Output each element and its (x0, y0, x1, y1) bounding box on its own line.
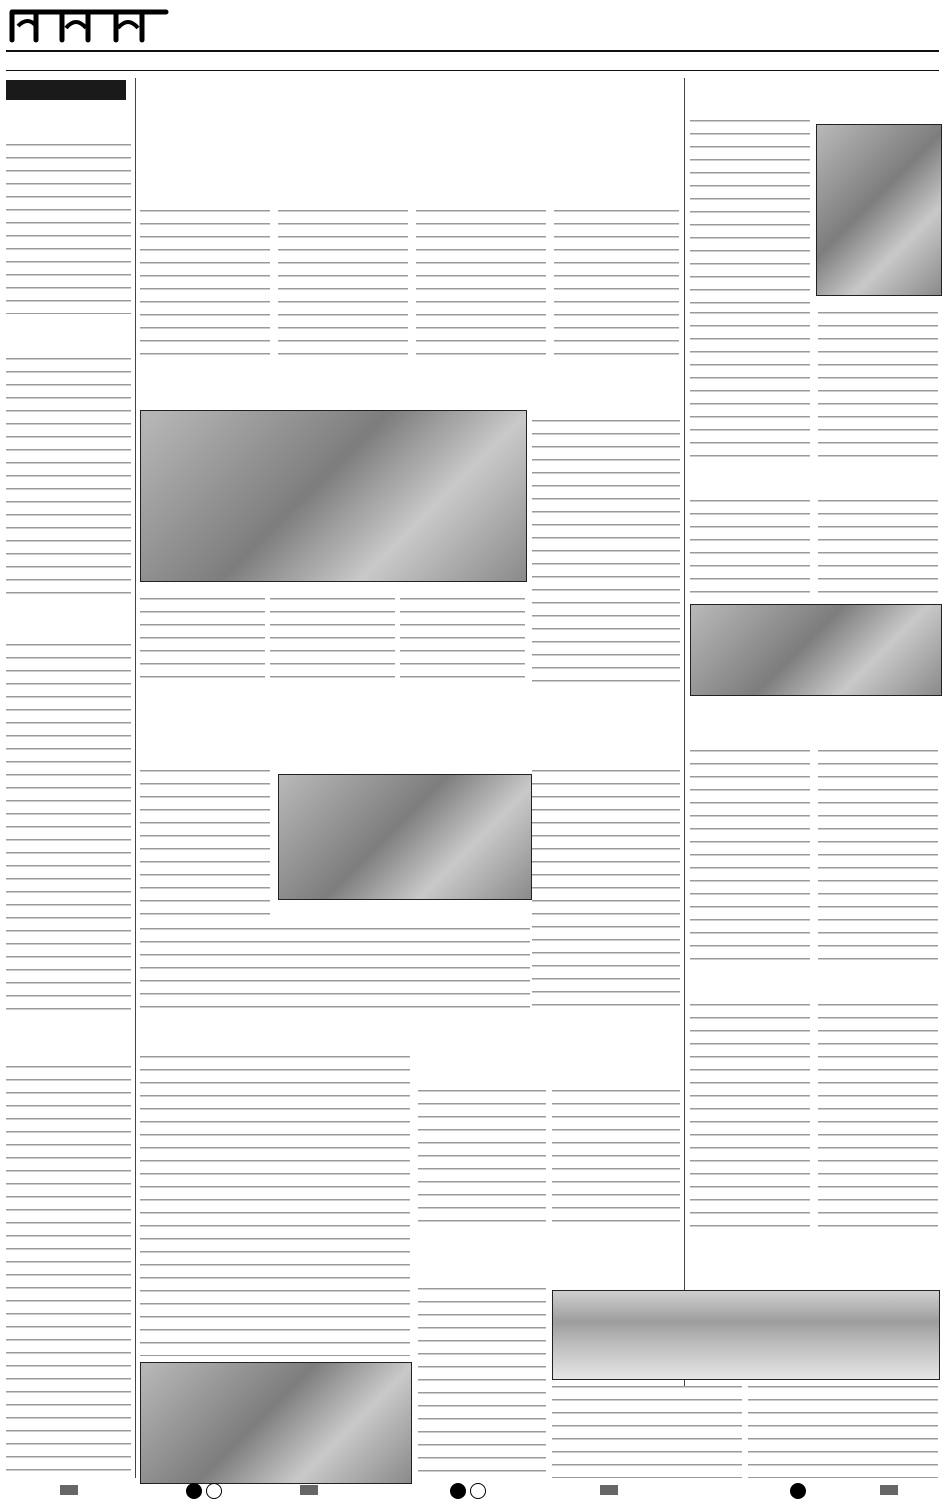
print-registration-strip (0, 1482, 945, 1499)
birds-photo (552, 1290, 940, 1380)
birds-body-1 (418, 1288, 546, 1478)
registration-mark (790, 1483, 806, 1499)
anganwadi-body-3 (400, 598, 525, 688)
debate-body-1 (690, 500, 810, 600)
youth-fest-body-2 (140, 928, 530, 1008)
youth-fest-photo (278, 774, 532, 900)
youth-fest-body-1 (140, 770, 270, 920)
masthead-logo (6, 4, 176, 48)
pmsy-body-continued (532, 770, 680, 1010)
brief-body-1 (6, 144, 131, 314)
mela-body-2 (818, 1004, 938, 1230)
dateline (6, 52, 406, 68)
lead-body-col3 (416, 210, 546, 360)
registration-swatch (880, 1485, 898, 1495)
horse-fest-body-1 (690, 750, 810, 960)
tension-body-2 (552, 1090, 680, 1230)
anganwadi-photo (140, 410, 527, 582)
brief-body-4 (6, 1066, 131, 1476)
lead-body-col4 (554, 210, 679, 360)
anganwadi-body-1 (140, 598, 265, 688)
tension-body-1 (418, 1090, 546, 1230)
birds-body-3 (748, 1386, 938, 1478)
vaidya-body-3 (818, 312, 938, 462)
registration-mark (470, 1483, 486, 1499)
vaidya-photo (816, 124, 942, 296)
registration-swatch (300, 1485, 318, 1495)
vaidya-body-2 (690, 312, 810, 462)
vaidya-body-1 (690, 120, 810, 310)
pmsy-body (532, 420, 680, 688)
lead-body-col2 (278, 210, 408, 360)
child-marriage-body (140, 1056, 410, 1356)
brief-body-2 (6, 358, 131, 598)
lead-body-col1 (140, 210, 270, 360)
registration-mark (186, 1483, 202, 1499)
child-marriage-photo (140, 1362, 412, 1484)
birds-body-2 (552, 1386, 742, 1478)
horse-fest-body-2 (818, 750, 938, 960)
registration-mark (206, 1483, 222, 1499)
registration-mark (450, 1483, 466, 1499)
registration-swatch (60, 1485, 78, 1495)
brief-body-3 (6, 644, 131, 1020)
debate-photo (690, 604, 942, 696)
debate-body-2 (818, 500, 938, 600)
section-tag (6, 80, 126, 100)
anganwadi-body-2 (270, 598, 395, 688)
registration-swatch (600, 1485, 618, 1495)
mela-body-1 (690, 1004, 810, 1230)
